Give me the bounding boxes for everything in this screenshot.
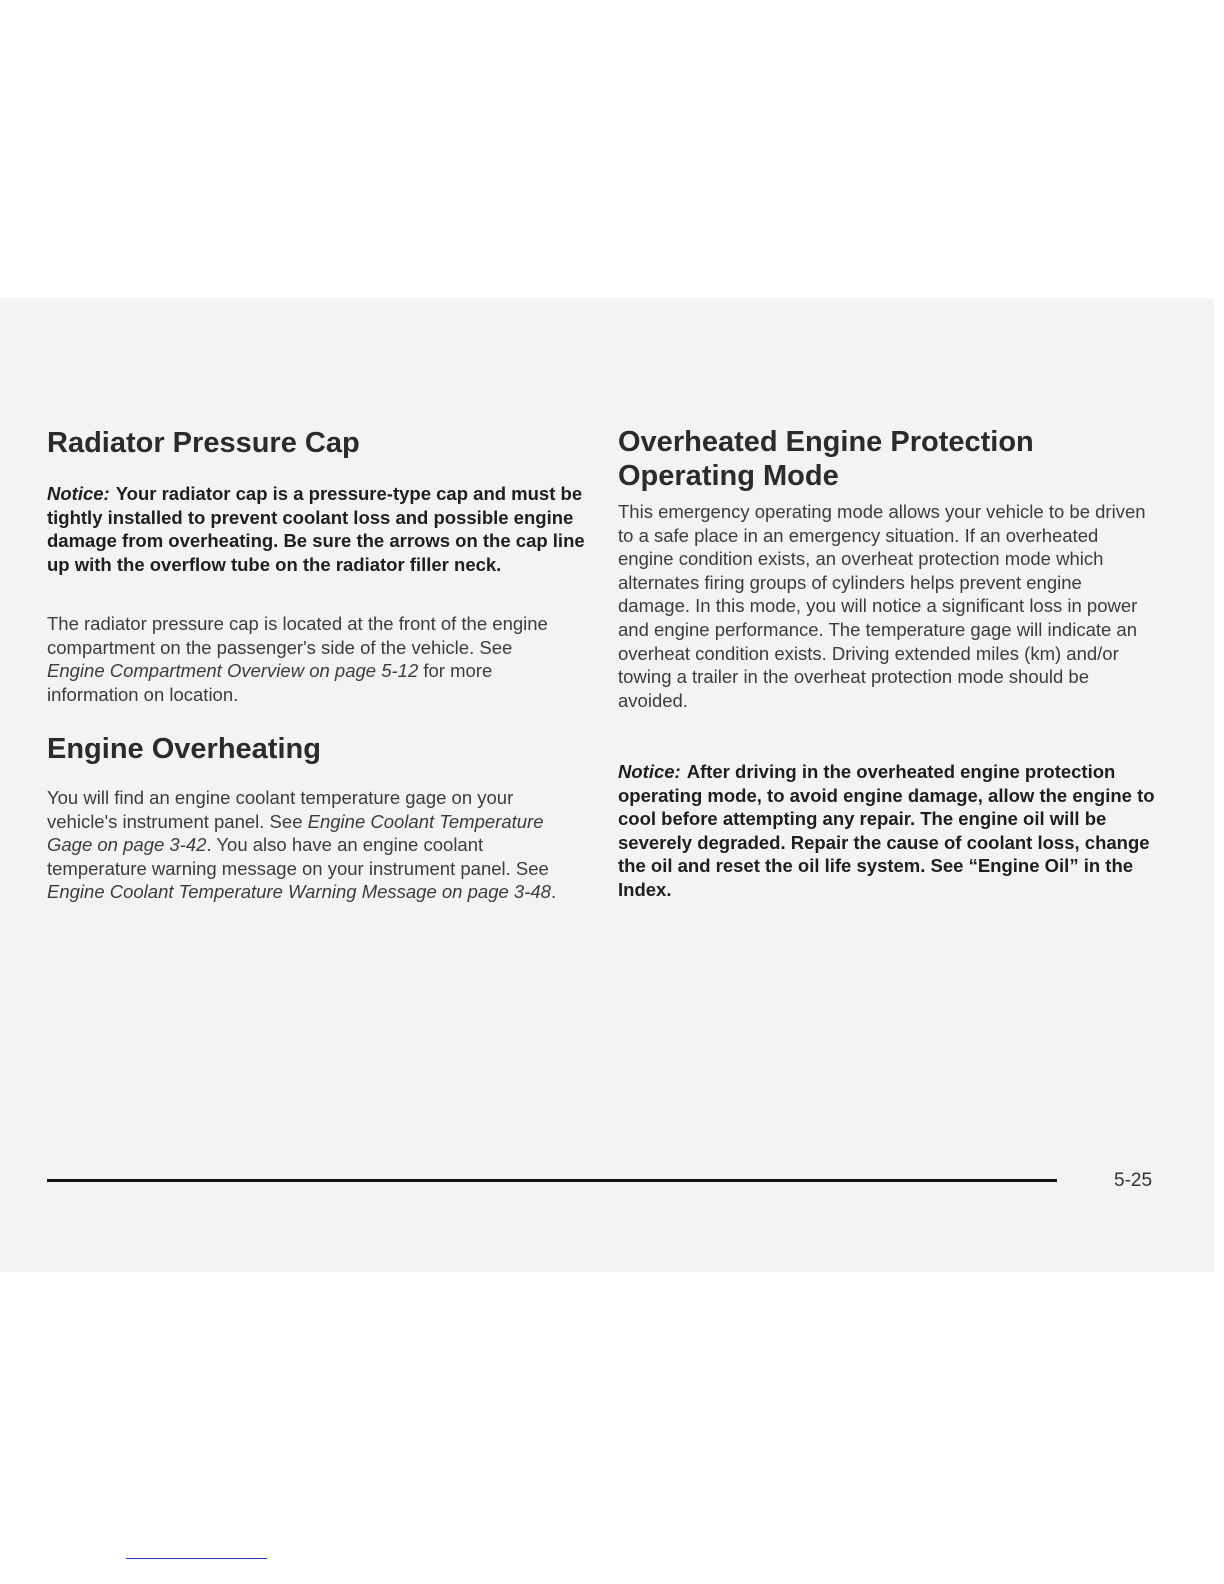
overheating-body-text-mid: . You also have an engine coolant temperature warning message on your instrument panel. See — [47, 834, 549, 879]
notice-label: Notice: — [47, 483, 110, 504]
protection-notice — [618, 760, 1166, 902]
radiator-heading: Radiator Pressure Cap — [47, 427, 360, 459]
protection-body: This emergency operating mode allows your vehicle to be driven to a safe place in an emergency situation. If an overheated engine condition exists, an overheat protection mode which alternates firing groups of cylinders helps prevent engine damage. In this mode, you will notice a significant loss in power and engine performance. The temperature gage will indicate an overheat condition exists. Driving extended miles (km) and/or towing a trailer in the overheat protection mode should be avoided. — [618, 501, 1146, 711]
protection-notice-text: After driving in the overheated engine protection operating mode, to avoid engine damage, allow the engine to cool before attempting any repair. The engine oil will be severely degraded. Repair the cause of coolant loss, change the oil and reset the oil life system. See “Engine Oil” in the Index. — [618, 761, 1155, 900]
radiator-body-text-end: for more information on location. — [47, 660, 493, 705]
radiator-body-text: The radiator pressure cap is located at the front of the engine compartment on the passenger's side of the vehicle. See — [47, 613, 548, 658]
overheating-heading: Engine Overheating — [47, 733, 321, 765]
coolant-gage-reference: Engine Coolant Temperature Gage on page 3-42 — [47, 810, 544, 856]
overheating-body-text: You will find an engine coolant temperature gage on your vehicle's instrument panel. See — [47, 787, 514, 832]
protection-heading: Overheated Engine Protection Operating Mode — [618, 426, 1034, 492]
radiator-body-reference: Engine Compartment Overview on page 5-12 — [47, 660, 419, 682]
radiator-notice — [47, 482, 587, 576]
overheating-body-text-end: . — [550, 881, 557, 903]
radiator-body — [47, 612, 567, 706]
notice-label: Notice: — [618, 761, 681, 782]
footnote-rule — [126, 1558, 267, 1559]
footer-rule — [47, 1179, 1057, 1182]
coolant-warning-reference: Engine Coolant Temperature Warning Message on page 3-48 — [47, 881, 551, 903]
radiator-notice-text: Your radiator cap is a pressure-type cap and must be tightly installed to prevent coolant loss and possible engine damage from overheating. Be sure the arrows on the cap line up with the overflow tube on the radiator filler neck. — [47, 483, 585, 575]
overheating-body — [47, 786, 582, 904]
content-area — [0, 298, 1214, 1272]
page-number: 5-25 — [1114, 1170, 1153, 1191]
